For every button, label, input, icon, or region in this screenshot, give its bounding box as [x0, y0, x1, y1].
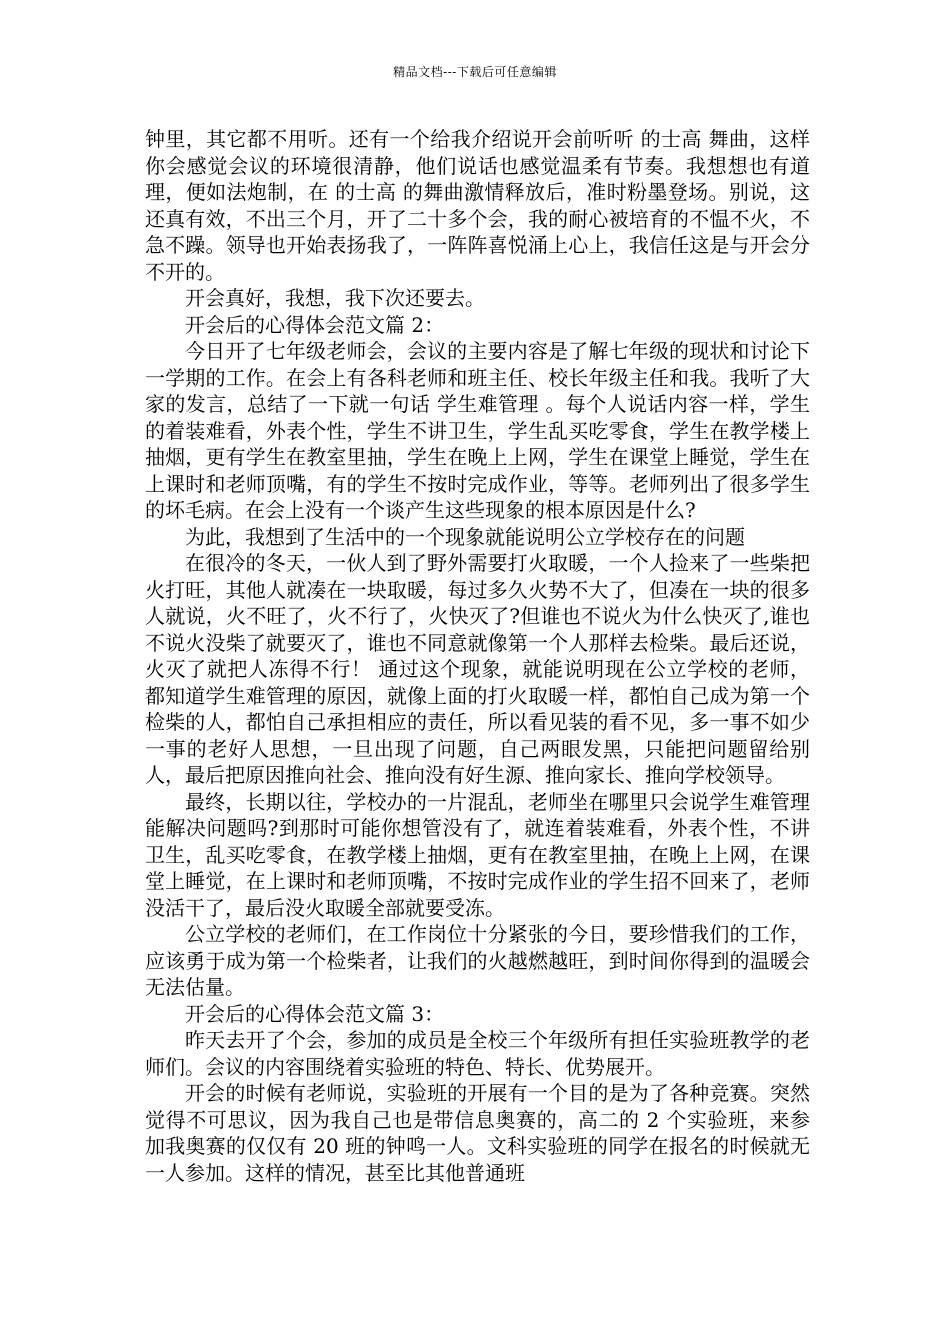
section-heading: 开会后的心得体会范文篇 2：	[185, 312, 445, 337]
paragraph: 开会真好，我想，我下次还要去。	[185, 286, 485, 310]
paragraph: 开会的时候有老师说，实验班的开展有一个目的是为了各种竞赛。突然觉得不可思议，因为我自己也是带信息奥赛的，高二的 2 个实验班，来参加我奥赛的仅仅有 20 班的钟鸣一人。文科实验班的同学在报名的时候就无一人参加。这样的情况，甚至比其他普通班	[145, 1081, 810, 1185]
paragraph: 最终，长期以往，学校办的一片混乱，老师坐在哪里只会说学生难管理能解决问题吗?到那时可能你想管没有了，就连着装难看，外表个性，不讲卫生，乱买吃零食，在教学楼上抽烟，更有在教室里抽，在晚上上网，在课堂上睡觉，在上课时和老师顶嘴，不按时完成作业的学生招不回来了，老师没活干了，最后没火取暖全部就要受冻。	[145, 789, 810, 920]
document-body	[145, 126, 810, 1186]
header-text: 精品文档---下载后可任意编辑	[393, 65, 557, 79]
paragraph: 钟里，其它都不用听。还有一个给我介绍说开会前听听 的士高 舞曲，这样你会感觉会议的环境很清静，他们说话也感觉温柔有节奏。我想想也有道理，便如法炮制，在 的士高 的舞曲激情释放后，准时粉墨登场。别说，这还真有效，不出三个月，开了二十多个会，我的耐心被培育的不愠不火，不急不躁。领导也开始表扬我了，一阵阵喜悦涌上心上，我信任这是与开会分不开的。	[145, 127, 810, 284]
paragraph: 昨天去开了个会，参加的成员是全校三个年级所有担任实验班教学的老师们。会议的内容围绕着实验班的特色、特长、优势展开。	[145, 1028, 810, 1079]
paragraph: 公立学校的老师们，在工作岗位十分紧张的今日，要珍惜我们的工作，应该勇于成为第一个检柴者，让我们的火越燃越旺，到时间你得到的温暖会无法估量。	[145, 922, 810, 999]
paragraph: 在很冷的冬天，一伙人到了野外需要打火取暖，一个人捡来了一些柴把火打旺，其他人就凑在一块取暖，每过多久火势不大了，但凑在一块的很多人就说，火不旺了，火不行了，火快灭了?但谁也不说火为什么快灭了,谁也不说火没柴了就要灭了，谁也不同意就像第一个人那样去检柴。最后还说，火灭了就把人冻得不行！ 通过这个现象，就能说明现在公立学校的老师，都知道学生难管理的原因，就像上面的打火取暖一样，都怕自己成为第一个检柴的人，都怕自己承担相应的责任，所以看见装的看不见，多一事不如少一事的老好人思想，一旦出现了问题，自己两眼发黑，只能把问题留给别人，最后把原因推向社会、推向没有好生源、推向家长、推向学校领导。	[145, 551, 810, 787]
paragraph: 今日开了七年级老师会，会议的主要内容是了解七年级的现状和讨论下一学期的工作。在会上有各科老师和班主任、校长年级主任和我。我听了大家的发言，总结了一下就一句话 学生难管理 。每个人说话内容一样，学生的着装难看，外表个性，学生不讲卫生，学生乱买吃零食，学生在教学楼上抽烟，更有学生在教室里抽，学生在晚上上网，学生在课堂上睡觉，学生在上课时和老师顶嘴，有的学生不按时完成作业，等等。老师列出了很多学生的坏毛病。在会上没有一个谈产生这些现象的根本原因是什么?	[145, 339, 810, 522]
paragraph: 为此，我想到了生活中的一个现象就能说明公立学校存在的问题	[185, 524, 745, 549]
section-heading: 开会后的心得体会范文篇 3：	[185, 1001, 445, 1026]
page-header	[0, 64, 950, 80]
